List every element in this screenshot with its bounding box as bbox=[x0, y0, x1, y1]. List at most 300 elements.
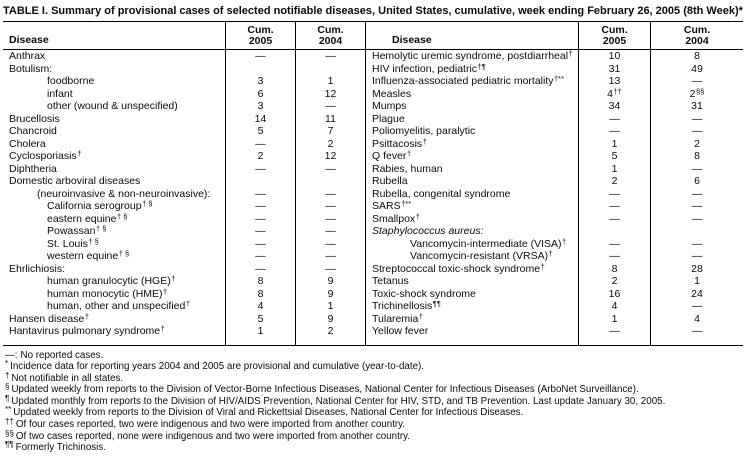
footnote bbox=[5, 428, 743, 443]
count-value: — bbox=[255, 225, 266, 237]
disease-label: Rabies, human bbox=[372, 162, 443, 175]
count-value: — bbox=[691, 237, 703, 250]
count-value: — bbox=[325, 225, 336, 237]
count-value: 2 bbox=[257, 150, 264, 162]
footnote-ref: † § bbox=[95, 225, 107, 233]
disease-label: Hemolytic uremic syndrome, postdiarrheal bbox=[372, 50, 569, 62]
count-value: — bbox=[691, 212, 703, 225]
count-cell bbox=[295, 225, 365, 238]
disease-cell bbox=[365, 325, 578, 338]
footnote-ref: † bbox=[568, 50, 573, 58]
disease-cell bbox=[3, 200, 225, 213]
count-value: — bbox=[255, 200, 266, 212]
footnote-text: Incidence data for reporting years 2004 and 2005 are provisional and cumulative (year-to-date). bbox=[10, 361, 425, 373]
disease-cell bbox=[3, 275, 225, 288]
disease-cell bbox=[365, 188, 578, 201]
footnote bbox=[5, 350, 743, 362]
footnote-ref: §§ bbox=[696, 87, 705, 96]
count-value: 8 bbox=[694, 50, 700, 62]
footnote-ref: † bbox=[171, 275, 176, 283]
disease-label: Q fever bbox=[372, 150, 407, 162]
count-cell bbox=[578, 88, 650, 101]
count-value: 6 bbox=[257, 87, 264, 100]
disease-label: Mumps bbox=[372, 100, 407, 112]
footnote-marker: ¶ bbox=[5, 393, 10, 403]
count-cell bbox=[225, 50, 295, 63]
count-value: 1 bbox=[694, 275, 700, 287]
footnote-text: Updated weekly from reports to the Division of Viral and Rickettsial Diseases, National Center for Infectious Diseases. bbox=[13, 407, 524, 419]
disease-cell bbox=[3, 188, 225, 201]
footnote-marker: §§ bbox=[5, 428, 14, 438]
count-cell bbox=[225, 100, 295, 113]
disease-label: Diphtheria bbox=[9, 162, 57, 175]
count-cell bbox=[225, 75, 295, 88]
count-value: 24 bbox=[691, 287, 703, 300]
footnote-text: Of four cases reported, two were indigenous and two were imported from another country. bbox=[15, 419, 406, 431]
footnote-marker: * bbox=[5, 359, 9, 369]
count-value: — bbox=[325, 100, 336, 112]
count-cell bbox=[578, 150, 650, 163]
footnote-ref: † bbox=[406, 150, 412, 158]
count-value: — bbox=[609, 325, 620, 337]
disease-cell bbox=[365, 288, 578, 301]
count-cell bbox=[225, 275, 295, 288]
count-value: — bbox=[255, 237, 266, 250]
count-cell bbox=[578, 325, 650, 338]
footnote-text: Updated monthly from reports to the Division of HIV/AIDS Prevention, National Center for HIV, STD, and TB Prevention. Last update January 30, 2005. bbox=[11, 395, 666, 407]
disease-label: Trichinellosis bbox=[372, 300, 433, 312]
disease-label: Plague bbox=[372, 112, 405, 125]
count-cell bbox=[295, 300, 365, 313]
count-value: — bbox=[325, 187, 336, 200]
column-header-cum: Cum. bbox=[601, 24, 628, 36]
count-value: 9 bbox=[327, 287, 334, 300]
count-cell bbox=[578, 188, 650, 201]
count-cell bbox=[295, 125, 365, 138]
count-cell bbox=[650, 63, 743, 76]
column-header-year: 2004 bbox=[685, 35, 709, 47]
count-cell bbox=[650, 313, 743, 326]
disease-cell bbox=[3, 138, 225, 151]
column-header-cum: Cum. bbox=[683, 24, 711, 36]
count-cell bbox=[225, 263, 295, 276]
disease-cell bbox=[3, 213, 225, 226]
disease-label: human monocytic (HME) bbox=[47, 287, 163, 300]
disease-label: other (wound & unspecified) bbox=[47, 100, 178, 112]
footnote-text: Formerly Trichinosis. bbox=[15, 442, 106, 454]
disease-cell bbox=[3, 300, 225, 313]
disease-cell bbox=[365, 125, 578, 138]
count-cell bbox=[295, 113, 365, 126]
count-value: — bbox=[691, 187, 703, 200]
count-cell bbox=[578, 113, 650, 126]
count-value: 1 bbox=[611, 137, 618, 150]
count-cell bbox=[295, 250, 365, 263]
disease-label: Tetanus bbox=[372, 275, 409, 287]
footnote-ref: †¶ bbox=[477, 62, 486, 71]
column-header-cum: Cum. bbox=[247, 24, 274, 36]
spacer-cell bbox=[295, 338, 365, 345]
count-cell bbox=[295, 175, 365, 188]
footnote-text: Updated weekly from reports to the Division of Vector-Borne Infectious Diseases, National Center for Infectious Diseases (ArboNet Surveillance). bbox=[11, 384, 639, 396]
footnote-marker: † bbox=[5, 370, 10, 380]
disease-label: human granulocytic (HGE) bbox=[47, 275, 171, 287]
count-value: — bbox=[691, 125, 703, 137]
count-value: — bbox=[691, 200, 703, 212]
count-cell bbox=[578, 263, 650, 276]
count-value: 2 bbox=[611, 275, 618, 287]
disease-label: Yellow fever bbox=[372, 325, 429, 337]
disease-label: Hantavirus pulmonary syndrome bbox=[9, 325, 161, 337]
count-cell bbox=[650, 50, 743, 63]
disease-cell bbox=[365, 100, 578, 113]
disease-cell bbox=[365, 200, 578, 213]
disease-label: Streptococcal toxic-shock syndrome bbox=[372, 262, 541, 275]
count-cell bbox=[650, 163, 743, 176]
count-value: — bbox=[325, 50, 336, 62]
spacer-cell bbox=[650, 338, 743, 345]
count-value: 4 bbox=[607, 87, 613, 100]
count-value: — bbox=[609, 200, 620, 212]
disease-cell bbox=[3, 325, 225, 338]
count-cell bbox=[578, 125, 650, 138]
disease-cell bbox=[365, 50, 578, 63]
disease-label: (neuroinvasive & non-neuroinvasive): bbox=[37, 187, 211, 200]
count-value: 8 bbox=[257, 287, 264, 300]
count-cell bbox=[650, 125, 743, 138]
count-cell bbox=[295, 63, 365, 76]
count-cell bbox=[225, 163, 295, 176]
count-cell bbox=[578, 300, 650, 313]
count-value: 31 bbox=[691, 100, 703, 112]
column-header-disease-right bbox=[365, 22, 578, 50]
count-value: — bbox=[325, 162, 336, 175]
count-cell bbox=[650, 150, 743, 163]
count-value: 9 bbox=[327, 275, 334, 287]
count-value: — bbox=[691, 75, 703, 87]
count-cell bbox=[225, 213, 295, 226]
count-cell bbox=[650, 88, 743, 101]
count-value: — bbox=[691, 112, 703, 125]
count-value: 3 bbox=[257, 75, 264, 87]
disease-label: California serogroup bbox=[47, 200, 142, 212]
count-cell bbox=[225, 138, 295, 151]
count-cell bbox=[295, 100, 365, 113]
count-value: — bbox=[609, 112, 620, 125]
disease-cell bbox=[365, 225, 578, 238]
footnote-ref: †† bbox=[613, 87, 622, 96]
disease-label: foodborne bbox=[47, 75, 95, 87]
count-cell bbox=[650, 100, 743, 113]
footnote-ref: † § bbox=[118, 250, 130, 258]
disease-label: Botulism: bbox=[9, 62, 53, 75]
count-value: 2 bbox=[327, 325, 334, 337]
footnote-ref: † bbox=[422, 137, 427, 146]
count-cell bbox=[225, 150, 295, 163]
count-cell bbox=[295, 238, 365, 251]
count-cell bbox=[225, 113, 295, 126]
footnote-ref: † bbox=[84, 312, 89, 321]
column-header-label: Disease bbox=[9, 34, 49, 46]
count-value: 4 bbox=[257, 300, 264, 312]
count-cell bbox=[650, 138, 743, 151]
count-value: — bbox=[255, 212, 266, 225]
count-cell bbox=[578, 213, 650, 226]
footnote-marker: —: bbox=[5, 349, 18, 361]
count-value: 9 bbox=[327, 312, 334, 325]
column-header-label: Disease bbox=[392, 34, 432, 46]
count-value: — bbox=[255, 250, 266, 262]
footnote-ref: †** bbox=[401, 200, 412, 208]
disease-label: Ehrlichiosis: bbox=[9, 262, 66, 275]
count-cell bbox=[295, 325, 365, 338]
count-cell bbox=[295, 213, 365, 226]
count-value: — bbox=[255, 162, 266, 175]
count-value: 5 bbox=[257, 125, 264, 137]
count-value: 12 bbox=[324, 87, 337, 100]
count-cell bbox=[225, 250, 295, 263]
disease-cell bbox=[365, 275, 578, 288]
disease-label: Cholera bbox=[9, 137, 46, 150]
count-value: 14 bbox=[254, 112, 267, 125]
count-value: — bbox=[609, 187, 620, 200]
count-cell bbox=[295, 263, 365, 276]
count-cell bbox=[225, 125, 295, 138]
count-cell bbox=[295, 288, 365, 301]
count-value: — bbox=[325, 237, 336, 250]
count-value: 34 bbox=[608, 100, 621, 112]
disease-label: eastern equine bbox=[47, 212, 117, 225]
count-value: 8 bbox=[694, 150, 700, 162]
count-cell bbox=[650, 238, 743, 251]
disease-cell bbox=[365, 175, 578, 188]
footnote-ref: ¶¶ bbox=[432, 300, 441, 308]
disease-cell bbox=[365, 238, 578, 251]
disease-cell bbox=[3, 50, 225, 63]
table-title: TABLE I. Summary of provisional cases of selected notifiable diseases, United States, cumulative, week ending February 26, 2005 (8th Week)* bbox=[3, 5, 743, 17]
disease-label: human, other and unspecified bbox=[47, 300, 186, 312]
footnote-ref: † § bbox=[88, 237, 99, 246]
column-header-disease-left bbox=[3, 22, 225, 50]
spacer-cell bbox=[365, 338, 578, 345]
column-header-cum: Cum. bbox=[317, 24, 344, 36]
footnote-ref: † bbox=[548, 250, 553, 258]
disease-cell bbox=[3, 150, 225, 163]
count-value: — bbox=[609, 125, 620, 137]
count-value: 11 bbox=[325, 112, 336, 125]
count-value: 5 bbox=[611, 150, 618, 162]
count-cell bbox=[650, 275, 743, 288]
disease-label: Anthrax bbox=[9, 50, 46, 62]
disease-label: Rubella, congenital syndrome bbox=[372, 187, 511, 200]
count-cell bbox=[578, 175, 650, 188]
count-value: — bbox=[255, 50, 266, 62]
count-cell bbox=[225, 200, 295, 213]
count-value: 1 bbox=[611, 162, 618, 175]
count-cell bbox=[578, 288, 650, 301]
count-value: 2 bbox=[694, 137, 700, 150]
count-cell bbox=[650, 213, 743, 226]
count-cell bbox=[578, 138, 650, 151]
count-cell bbox=[295, 188, 365, 201]
disease-cell bbox=[365, 138, 578, 151]
count-value: — bbox=[325, 212, 336, 225]
count-value: — bbox=[255, 262, 266, 275]
disease-cell bbox=[3, 288, 225, 301]
column-header-cum-2005-left bbox=[225, 22, 295, 50]
disease-cell bbox=[365, 75, 578, 88]
count-value: 1 bbox=[327, 75, 334, 87]
disease-label: SARS bbox=[372, 200, 401, 212]
count-cell bbox=[578, 63, 650, 76]
footnote bbox=[5, 407, 743, 419]
count-value: — bbox=[255, 137, 266, 150]
count-cell bbox=[650, 300, 743, 313]
footnote-ref: † bbox=[540, 262, 545, 271]
count-cell bbox=[650, 288, 743, 301]
count-cell bbox=[225, 325, 295, 338]
footnote-text: Of two cases reported, none were indigenous and two were imported from another country. bbox=[15, 430, 410, 442]
count-value: 28 bbox=[691, 262, 703, 275]
count-cell bbox=[225, 300, 295, 313]
disease-cell bbox=[365, 150, 578, 163]
count-value: 49 bbox=[691, 62, 703, 75]
footnote-ref: † bbox=[185, 300, 191, 308]
footnote bbox=[5, 370, 743, 385]
count-value: 1 bbox=[327, 300, 334, 312]
footnote-text: Not notifiable in all states. bbox=[11, 372, 124, 384]
disease-cell bbox=[365, 213, 578, 226]
count-cell bbox=[650, 200, 743, 213]
count-cell bbox=[578, 313, 650, 326]
disease-label: Vancomycin-intermediate (VISA) bbox=[410, 237, 562, 250]
count-cell bbox=[650, 75, 743, 88]
count-cell bbox=[225, 175, 295, 188]
count-value: 10 bbox=[608, 50, 621, 62]
count-value: — bbox=[691, 250, 703, 262]
count-cell bbox=[225, 313, 295, 326]
disease-label: Influenza-associated pediatric mortality bbox=[372, 75, 554, 87]
disease-label: Smallpox bbox=[372, 212, 416, 225]
disease-cell bbox=[3, 63, 225, 76]
count-value: 13 bbox=[608, 75, 621, 87]
count-cell bbox=[295, 275, 365, 288]
column-header-year: 2005 bbox=[248, 35, 273, 47]
count-value: 3 bbox=[257, 100, 264, 112]
count-cell bbox=[578, 275, 650, 288]
count-cell bbox=[578, 238, 650, 251]
column-header-year: 2004 bbox=[318, 35, 343, 47]
footnote-ref: † bbox=[160, 325, 165, 333]
count-cell bbox=[578, 250, 650, 263]
disease-cell bbox=[3, 238, 225, 251]
footnote-ref: † § bbox=[142, 200, 153, 208]
footnote bbox=[5, 393, 743, 408]
disease-cell bbox=[3, 225, 225, 238]
disease-cell bbox=[3, 88, 225, 101]
footnote-ref: † § bbox=[116, 212, 128, 221]
count-cell bbox=[650, 175, 743, 188]
count-cell bbox=[225, 225, 295, 238]
count-value: — bbox=[609, 212, 620, 225]
count-cell bbox=[650, 188, 743, 201]
disease-cell bbox=[3, 75, 225, 88]
disease-cell bbox=[365, 263, 578, 276]
count-value: 8 bbox=[257, 275, 264, 287]
disease-label: Vancomycin-resistant (VRSA) bbox=[410, 250, 549, 262]
disease-cell bbox=[3, 250, 225, 263]
disease-label: Chancroid bbox=[9, 125, 57, 137]
disease-cell bbox=[3, 313, 225, 326]
count-value: 4 bbox=[611, 300, 618, 312]
count-cell bbox=[225, 63, 295, 76]
count-value: — bbox=[609, 250, 620, 262]
count-cell bbox=[578, 200, 650, 213]
spacer-cell bbox=[578, 338, 650, 345]
count-cell bbox=[295, 50, 365, 63]
footnote bbox=[5, 419, 743, 431]
count-cell bbox=[295, 163, 365, 176]
count-value: — bbox=[691, 300, 703, 312]
count-value: — bbox=[325, 250, 336, 262]
count-cell bbox=[295, 138, 365, 151]
count-cell bbox=[650, 225, 743, 238]
disease-label: Brucellosis bbox=[9, 112, 60, 125]
count-cell bbox=[578, 163, 650, 176]
count-value: 6 bbox=[694, 175, 700, 187]
footnote-marker: †† bbox=[5, 417, 14, 427]
disease-label: HIV infection, pediatric bbox=[372, 62, 478, 75]
count-cell bbox=[578, 225, 650, 238]
disease-cell bbox=[3, 263, 225, 276]
count-value: 2 bbox=[611, 175, 618, 187]
footnote-ref: † bbox=[415, 212, 420, 221]
count-value: 4 bbox=[694, 312, 700, 325]
count-cell bbox=[650, 325, 743, 338]
disease-label: Domestic arboviral diseases bbox=[9, 175, 141, 187]
disease-label: St. Louis bbox=[47, 237, 88, 250]
disease-label: Poliomyelitis, paralytic bbox=[372, 125, 476, 137]
footnote-ref: † bbox=[562, 237, 567, 246]
column-header-cum-2004-left bbox=[295, 22, 365, 50]
column-header-cum-2005-right bbox=[578, 22, 650, 50]
footnote-ref: † bbox=[77, 150, 82, 158]
disease-cell bbox=[365, 63, 578, 76]
count-cell bbox=[225, 238, 295, 251]
count-cell bbox=[225, 288, 295, 301]
footnotes bbox=[3, 346, 743, 454]
disease-cell bbox=[3, 175, 225, 188]
disease-cell bbox=[3, 125, 225, 138]
disease-cell bbox=[365, 163, 578, 176]
disease-label: infant bbox=[47, 87, 73, 100]
count-value: 5 bbox=[257, 312, 264, 325]
count-value: 1 bbox=[611, 312, 618, 325]
count-value: 12 bbox=[324, 150, 337, 162]
footnote bbox=[5, 384, 743, 396]
footnote bbox=[5, 442, 743, 454]
column-header-year: 2005 bbox=[602, 35, 627, 47]
count-cell bbox=[295, 200, 365, 213]
disease-label: Psittacosis bbox=[372, 137, 423, 150]
count-cell bbox=[225, 188, 295, 201]
footnote-ref: † bbox=[163, 287, 168, 296]
disease-label: western equine bbox=[47, 250, 119, 262]
count-value: 8 bbox=[611, 262, 618, 275]
column-header-cum-2004-right bbox=[650, 22, 743, 50]
disease-label: Measles bbox=[372, 87, 412, 100]
count-cell bbox=[578, 100, 650, 113]
